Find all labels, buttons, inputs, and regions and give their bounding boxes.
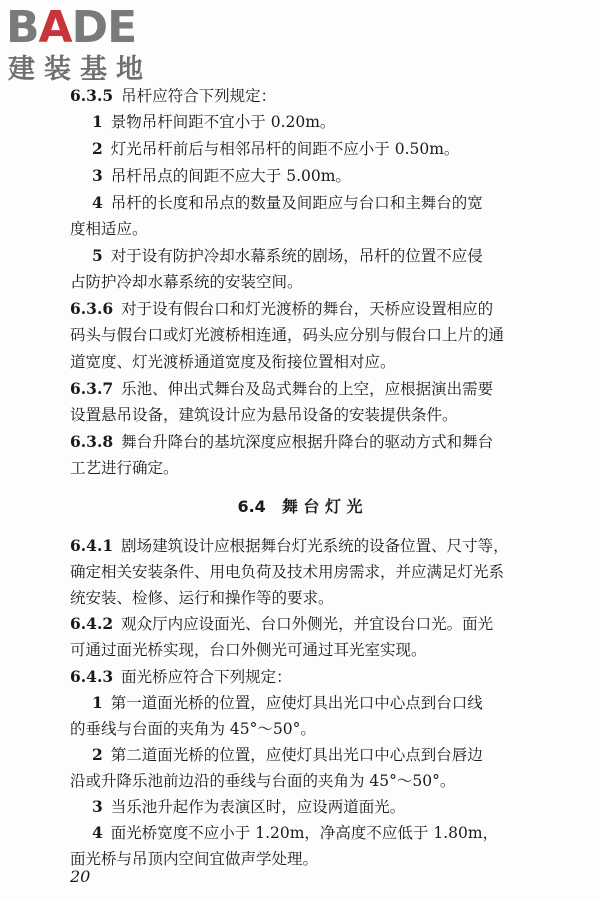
text-line: 确定相关安装条件、用电负荷及技术用房需求，并应满足灯光系 — [70, 563, 505, 581]
text-line: 沿或升降乐池前边沿的垂线与台面的夹角为 45°～50°。 — [70, 772, 456, 790]
clause-6-3-8: 6.3.8 舞台升降台的基坑深度应根据升降台的驱动方式和舞台 — [70, 432, 494, 451]
text-line: 统安装、检修、运行和操作等的要求。 — [70, 589, 334, 607]
logo-subtitle: 建装基地 — [8, 54, 152, 85]
clause-6-4-3: 6.4.3 面光桥应符合下列规定： — [70, 667, 292, 686]
text-line: 度相适应。 — [70, 220, 148, 238]
clause-6-3-5: 6.3.5 吊杆应符合下列规定： — [70, 86, 277, 105]
list-item: 1 景物吊杆间距不宜小于 0.20m。 — [92, 112, 336, 131]
list-item: 4 面光桥宽度不应小于 1.20m，净高度不应低于 1.80m， — [92, 823, 499, 842]
clause-6-4-1: 6.4.1 剧场建筑设计应根据舞台灯光系统的设备位置、尺寸等， — [70, 536, 509, 555]
text-line: 码头与假台口或灯光渡桥相连通，码头应分别与假台口上片的通 — [70, 326, 505, 344]
text-line: 占防护冷却水幕系统的安装空间。 — [70, 273, 303, 291]
clause-6-3-7: 6.3.7 乐池、伸出式舞台及岛式舞台的上空，应根据演出需要 — [70, 379, 494, 398]
list-item: 2 第二道面光桥的位置，应使灯具出光口中心点到台唇边 — [92, 745, 483, 764]
clause-6-4-2: 6.4.2 观众厅内应设面光、台口外侧光，并宜设台口光。面光 — [70, 614, 494, 633]
list-item: 2 灯光吊杆前后与相邻吊杆的间距不应小于 0.50m。 — [92, 139, 460, 158]
page-number: 20 — [70, 867, 91, 886]
section-title: 6.4 舞 台 灯 光 — [237, 497, 363, 516]
bade-logo — [6, 4, 176, 88]
text-line: 工艺进行确定。 — [70, 459, 179, 477]
logo-letters-de: DE — [71, 2, 137, 53]
list-item: 3 吊杆吊点的间距不应大于 5.00m。 — [92, 166, 351, 185]
list-item: 4 吊杆的长度和吊点的数量及间距应与台口和主舞台的宽 — [92, 193, 483, 212]
logo-wordmark — [6, 4, 136, 52]
text-line: 面光桥与吊顶内空间宜做声学处理。 — [70, 850, 319, 868]
logo-letter-a: A — [38, 2, 72, 53]
text-line: 设置悬吊设备，建筑设计应为悬吊设备的安装提供条件。 — [70, 406, 458, 424]
logo-letter-b: B — [6, 2, 39, 53]
list-item: 1 第一道面光桥的位置，应使灯具出光口中心点到台口线 — [92, 693, 483, 712]
text-line: 道宽度、灯光渡桥通道宽度及衔接位置相对应。 — [70, 353, 396, 371]
list-item: 3 当乐池升起作为表演区时，应设两道面光。 — [92, 797, 406, 816]
text-line: 可通过面光桥实现，台口外侧光可通过耳光室实现。 — [70, 641, 427, 659]
text-line: 的垂线与台面的夹角为 45°～50°。 — [70, 720, 316, 738]
clause-6-3-6: 6.3.6 对于设有假台口和灯光渡桥的舞台，天桥应设置相应的 — [70, 299, 494, 318]
list-item: 5 对于设有防护冷却水幕系统的剧场，吊杆的位置不应侵 — [92, 246, 483, 265]
